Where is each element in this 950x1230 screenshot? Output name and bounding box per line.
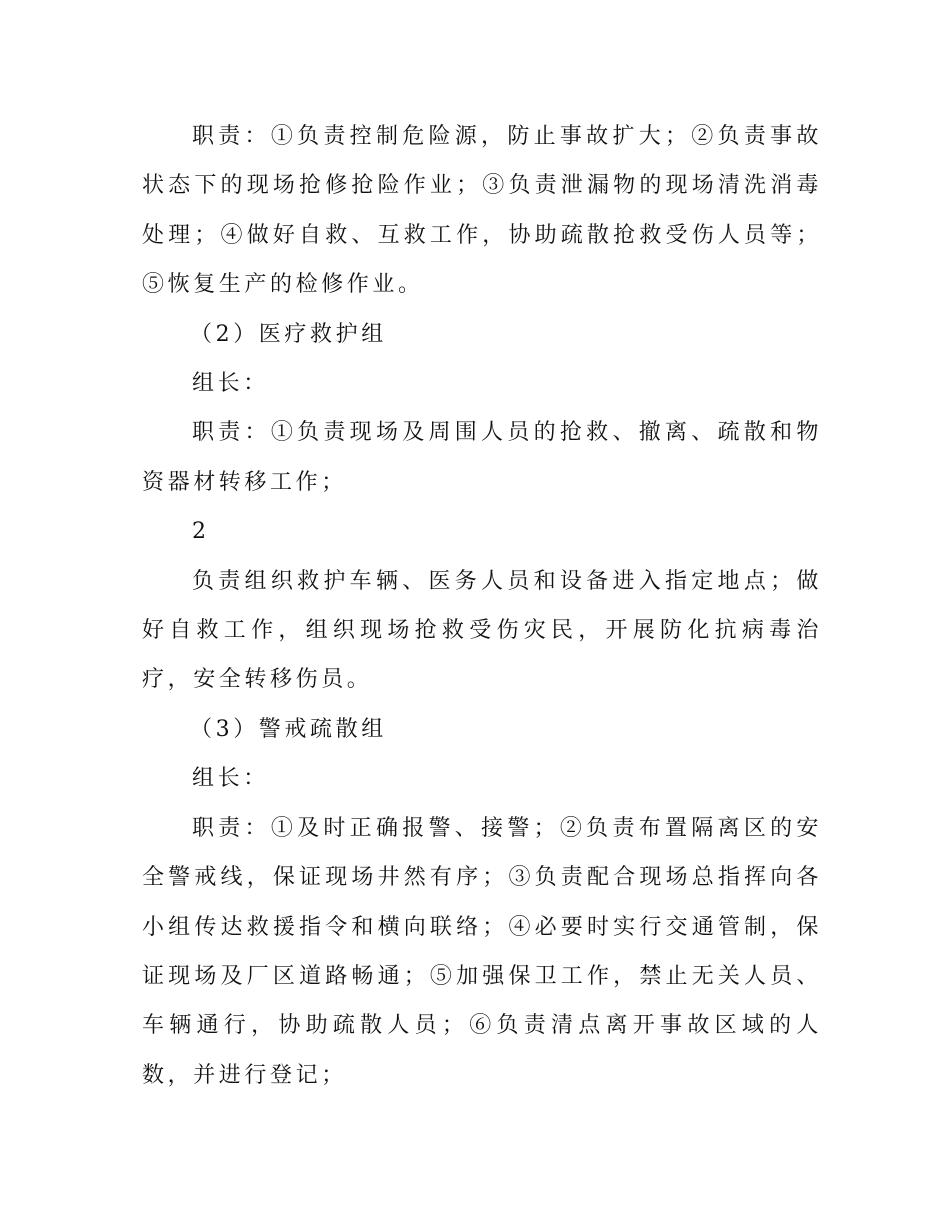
heading-medical-rescue-group: （2）医疗救护组 — [190, 321, 387, 347]
document-body — [142, 112, 822, 1100]
paragraph-medical-duties: 职责：①负责现场及周围人员的抢救、撤离、疏散和物资器材转移工作； — [142, 420, 822, 495]
heading-evacuation-group: （3）警戒疏散组 — [190, 716, 387, 742]
paragraph-evacuation-group-leader: 组长： — [192, 766, 269, 792]
paragraph-rescue-duties: 职责：①负责控制危险源，防止事故扩大；②负责事故状态下的现场抢修抢险作业；③负责泄漏物的现场清洗消毒处理；④做好自救、互救工作，协助疏散抢救受伤人员等；⑤恢复生产的检修作业。 — [142, 124, 822, 298]
paragraph-evacuation-duties: 职责：①及时正确报警、接警；②负责布置隔离区的安全警戒线，保证现场井然有序；③负责配合现场总指挥向各小组传达救援指令和横向联络；④必要时实行交通管制，保证现场及厂区道路畅通；⑤加强保卫工作，禁止无关人员、车辆通行，协助疏散人员；⑥负责清点离开事故区域的人数，并进行登记； — [142, 815, 822, 1088]
paragraph-medical-group-leader: 组长： — [192, 371, 269, 397]
paragraph-medical-duties-continued: 负责组织救护车辆、医务人员和设备进入指定地点；做好自救工作，组织现场抢救受伤灾民，开展防化抗病毒治疗，安全转移伤员。 — [142, 568, 822, 693]
paragraph-number: 2 — [192, 519, 210, 545]
